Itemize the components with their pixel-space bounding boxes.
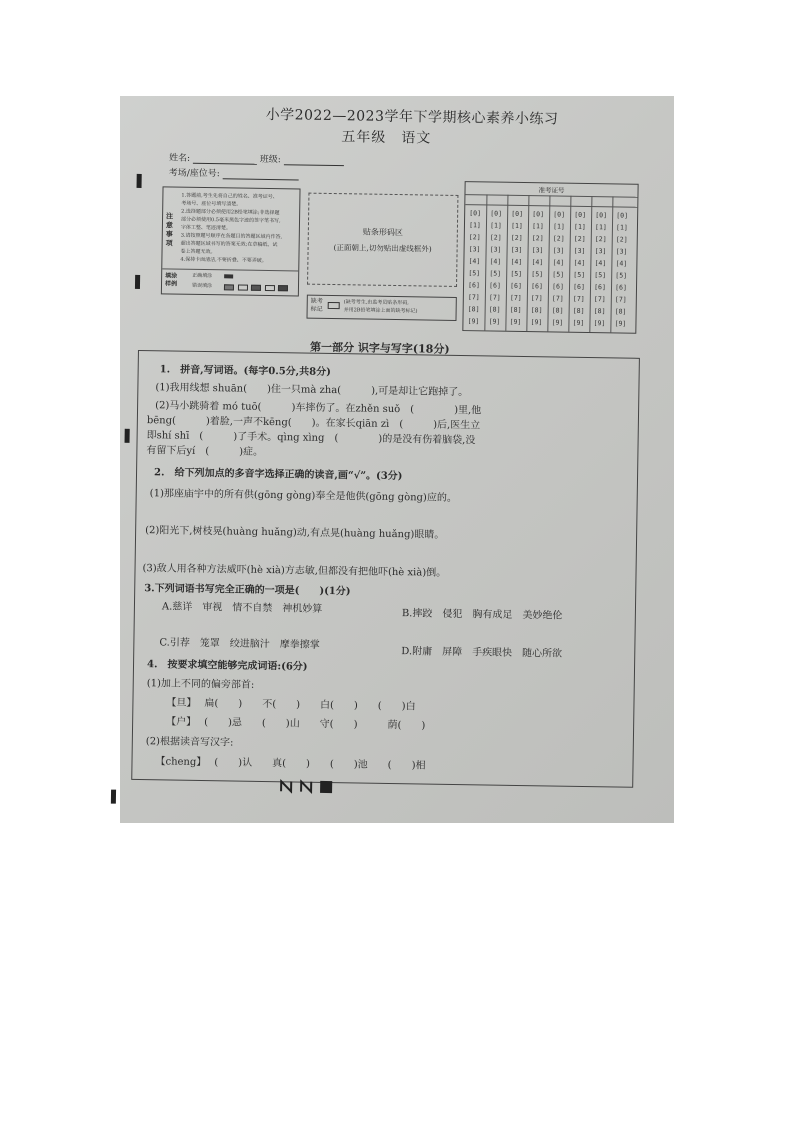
ticket-digit-bubble[interactable]: [0] [574,210,587,219]
barcode-area [307,193,458,287]
name-field[interactable] [193,154,257,165]
room-field[interactable] [223,169,299,180]
ticket-digit-bubble[interactable]: [2] [573,234,586,243]
q1-line-1: (1)我用线想 shuān( )住一只mà zha( ),可是却让它跑掉了。 [155,382,469,399]
ticket-digit-bubble[interactable]: [6] [594,283,606,292]
notice-text [180,192,297,266]
ticket-digit-bubble[interactable]: [8] [614,307,627,316]
ticket-digit-bubble[interactable]: [2] [510,233,523,242]
ticket-digit-bubble[interactable]: [2] [468,233,481,242]
absent-mark-box [306,295,456,321]
barcode-line1: 贴条形码区 [362,227,403,238]
notice-line: 卷上答题无效。 [180,248,216,256]
ticket-digit-bubble[interactable]: [3] [594,247,607,256]
q4-sub-2: (2)根据读音写汉字: [145,736,234,749]
notice-line: 字体工整、笔迹清楚。 [180,224,231,232]
page-marker-glyphs [279,778,339,798]
ticket-digit-bubble[interactable]: [6] [531,282,543,291]
q4-row-3-text: ( )认 真( ) ( )池 ( )相 [214,757,426,772]
q3-title: 3.下列词语书写完全正确的一项是( )(1分) [144,583,351,598]
ticket-digit-bubble[interactable]: [9] [551,318,564,327]
absent-note-1: (缺考考生,由监考员贴条形码, [343,299,409,307]
section-heading: 第一部分 识字与写字(18分) [309,340,450,356]
ticket-digit-bubble[interactable]: [0] [532,210,545,219]
ticket-digit-bubble[interactable]: [9] [530,318,543,327]
ticket-digit-bubble[interactable]: [4] [510,257,523,266]
ticket-digit-bubble[interactable]: [6] [489,281,501,290]
ticket-digit-bubble[interactable]: [1] [490,221,502,230]
room-label: 考场/座位号: [168,168,220,180]
q4-row-2-text: ( )忌 ( )山 守( ) 荫( ) [204,717,426,732]
ticket-digit-bubble[interactable]: [4] [468,257,481,266]
correct-fill-label: 正确填涂 [192,272,213,280]
notice-line: 4.保持卡面清洁,不要折叠、不要弄破。 [180,256,267,264]
alignment-marker [125,429,130,443]
notice-line: 超出答题区域书写的答案无效;在草稿纸、试 [180,240,278,249]
alignment-marker [137,174,142,188]
ticket-digit-bubble[interactable]: [3] [531,246,544,255]
q4-row-1-key: 【旦】 [166,697,197,709]
name-label: 姓名: [168,153,191,164]
ticket-digit-bubble[interactable]: [8] [530,306,543,315]
ticket-digit-bubble[interactable]: [4] [594,259,607,268]
q1-title: 1. 拼音,写词语。(每字0.5分,共8分) [159,364,331,378]
room-field-row [169,165,299,180]
ticket-digit-bubble[interactable]: [4] [531,258,544,267]
ticket-digit-bubble[interactable]: [6] [573,282,585,291]
ticket-digit-bubble[interactable]: [9] [614,319,627,328]
fill-sample-label: 填涂样例 [164,272,178,288]
ticket-digit-bubble[interactable]: [2] [489,233,502,242]
q4-row-3-key: 【cheng】 [155,756,207,769]
ticket-digit-bubble[interactable]: [1] [553,222,565,231]
alignment-marker [111,790,116,804]
q4-row-1-text: 扁( ) 不( ) 白( ) ( )白 [204,698,416,713]
ticket-digit-bubble[interactable]: [6] [510,281,522,290]
ticket-digit-bubble[interactable]: [9] [509,317,522,326]
ticket-digit-bubble[interactable]: [0] [511,209,524,218]
ticket-digit-bubble[interactable]: [5] [615,271,628,280]
ticket-digit-bubble[interactable]: [5] [531,270,544,279]
ticket-digit-bubble[interactable]: [6] [552,282,564,291]
ticket-digit-bubble[interactable]: [9] [572,318,585,327]
ticket-digit-bubble[interactable]: [6] [468,281,480,290]
wrong-fill-label: 错误填涂 [191,282,213,290]
q4-title: 4. 按要求填空能够完成词语:(6分) [146,659,308,673]
q2-line-1: (1)那座庙宇中的所有供(gōng gòng)奉全是他供(gōng gòng)应的。 [149,488,457,504]
ticket-digit-bubble[interactable]: [7] [488,293,501,302]
ticket-digit-bubble[interactable]: [3] [573,246,586,255]
exam-sheet [109,92,674,828]
notice-line: 2.选择题部分必须使用2B铅笔填涂;非选择题 [181,208,280,217]
ticket-digit-bubble[interactable]: [9] [593,319,606,328]
q1-line-2: (2)马小跳骑着 mó tuō( )车摔伤了。在zhěn suǒ ( )里,他 [155,400,482,417]
ticket-digit-bubble[interactable]: [5] [510,269,523,278]
ticket-digit-bubble[interactable]: [4] [573,258,586,267]
notice-line: 1.答题前,考生先将自己的姓名、准考证号、 [181,192,278,201]
page-title: 小学2022—2023学年下学期核心素养小练习 [265,106,559,128]
q4-row-2-key: 【户】 [166,716,197,728]
class-field[interactable] [284,155,344,166]
divider [162,268,298,271]
ticket-digit-bubble[interactable]: [7] [509,293,522,302]
alignment-marker [135,275,140,289]
ticket-digit-bubble[interactable]: [7] [467,293,480,302]
ticket-digit-bubble[interactable]: [1] [616,223,628,232]
q2-line-2: (2)阳光下,树枝晃(huàng huǎng)动,有点晃(huàng huǎng)眼睛。 [145,525,445,541]
ticket-digit-bubble[interactable]: [9] [467,317,480,326]
ticket-digit-bubble[interactable]: [0] [553,210,566,219]
wrong-fill-samples [224,284,288,293]
q3-option-b: B.摔跤 侵犯 胸有成足 美妙绝伦 [401,608,563,622]
name-field-row [169,150,344,166]
ticket-digit-bubble[interactable]: [1] [469,221,481,230]
q3-option-d: D.附庸 屏障 手疾眼快 随心所欲 [401,646,563,660]
absent-checkbox[interactable] [328,302,340,309]
ticket-digit-bubble[interactable]: [8] [509,305,522,314]
ticket-digit-bubble[interactable]: [8] [572,306,585,315]
q4-sub-1: (1)加上不同的偏旁部首: [146,678,255,691]
ticket-digit-bubble[interactable]: [0] [490,209,503,218]
ticket-digit-bubble[interactable]: [8] [593,307,606,316]
ticket-digit-bubble[interactable]: [5] [573,270,586,279]
q2-line-3: (3)敌人用各种方法威吓(hè xià)方志敏,但都没有把他吓(hè xià)倒。 [142,563,447,579]
ticket-digit-bubble[interactable]: [8] [467,305,480,314]
ticket-digit-bubble[interactable]: [5] [552,270,565,279]
ticket-digit-bubble[interactable]: [0] [595,211,608,220]
ticket-digit-bubble[interactable]: [7] [572,294,585,303]
ticket-digit-bubble[interactable]: [3] [468,245,481,254]
ticket-label: 准考证号 [538,186,565,195]
ticket-digit-bubble[interactable]: [7] [551,294,564,303]
ticket-digit-bubble[interactable]: [1] [532,222,544,231]
ticket-digit-bubble[interactable]: [8] [551,306,564,315]
ticket-digit-bubble[interactable]: [3] [510,245,523,254]
ticket-digit-bubble[interactable]: [5] [468,269,481,278]
notice-line: 3.请按照题号顺序在各题目的答题区域内作答, [180,232,283,241]
ticket-digit-bubble[interactable]: [6] [615,283,627,292]
absent-note-2: 并用2B铅笔填涂上面的缺考标记) [343,307,418,315]
ticket-digit-bubble[interactable]: [4] [489,257,502,266]
q1-line-5: 有留下后yí ( )症。 [146,445,264,458]
ticket-digit-bubble[interactable]: [2] [552,234,565,243]
page-subtitle: 五年级 语文 [341,129,432,147]
ticket-digit-bubble[interactable]: [1] [595,223,607,232]
ticket-digit-bubble[interactable]: [4] [552,258,565,267]
q2-title: 2. 给下列加点的多音字选择正确的读音,画“√”。(3分) [153,467,403,483]
notice-box [161,186,301,296]
scanned-photo [120,96,674,823]
ticket-digit-bubble[interactable]: [8] [488,305,501,314]
ticket-digit-bubble[interactable]: [1] [574,222,586,231]
absent-label: 缺考标记 [310,297,323,313]
barcode-line2: (正面朝上,切勿贴出虚线框外) [333,243,432,254]
ticket-digit-bubble[interactable]: [3] [489,245,502,254]
ticket-digit-bubble[interactable]: [5] [489,269,502,278]
ticket-digit-bubble[interactable]: [7] [593,295,606,304]
ticket-digit-bubble[interactable]: [7] [614,295,627,304]
q1-line-3: bēng( )着脸,一声不kēng( )。在家长qiān zì ( )后,医生立 [146,415,481,432]
q3-option-c: C.引荐 笼罩 绞进脑汁 摩拳擦掌 [159,637,320,651]
class-label: 班级: [259,154,281,166]
q1-line-4: 即shí shī ( )了手术。qìng xìng ( )的是没有伤着脑袋,没 [146,430,476,447]
ticket-digit-bubble[interactable]: [7] [530,294,543,303]
ticket-digit-bubble[interactable]: [0] [616,211,629,220]
ticket-digit-bubble[interactable]: [4] [615,259,628,268]
correct-fill-sample [224,274,233,278]
ticket-digit-bubble[interactable]: [5] [594,271,607,280]
ticket-grid [462,181,638,334]
ticket-digit-bubble[interactable]: [3] [552,246,565,255]
ticket-digit-bubble[interactable]: [1] [511,221,523,230]
ticket-digit-bubble[interactable]: [0] [469,209,482,218]
ticket-digit-bubble[interactable]: [3] [615,247,628,256]
notice-heading: 注意事项 [165,211,174,248]
notice-line: 部分必须使用0.5毫米黑色字迹的签字笔书写, [180,216,281,225]
notice-line: 考场号、座位号填写清楚。 [181,200,242,208]
ticket-digit-bubble[interactable]: [2] [615,235,628,244]
q3-option-a: A.慈详 审视 情不自禁 神机妙算 [161,601,323,615]
ticket-digit-bubble[interactable]: [2] [594,235,607,244]
page-marker-icon [279,779,339,794]
ticket-digit-bubble[interactable]: [9] [488,317,501,326]
ticket-digit-bubble[interactable]: [2] [531,234,544,243]
